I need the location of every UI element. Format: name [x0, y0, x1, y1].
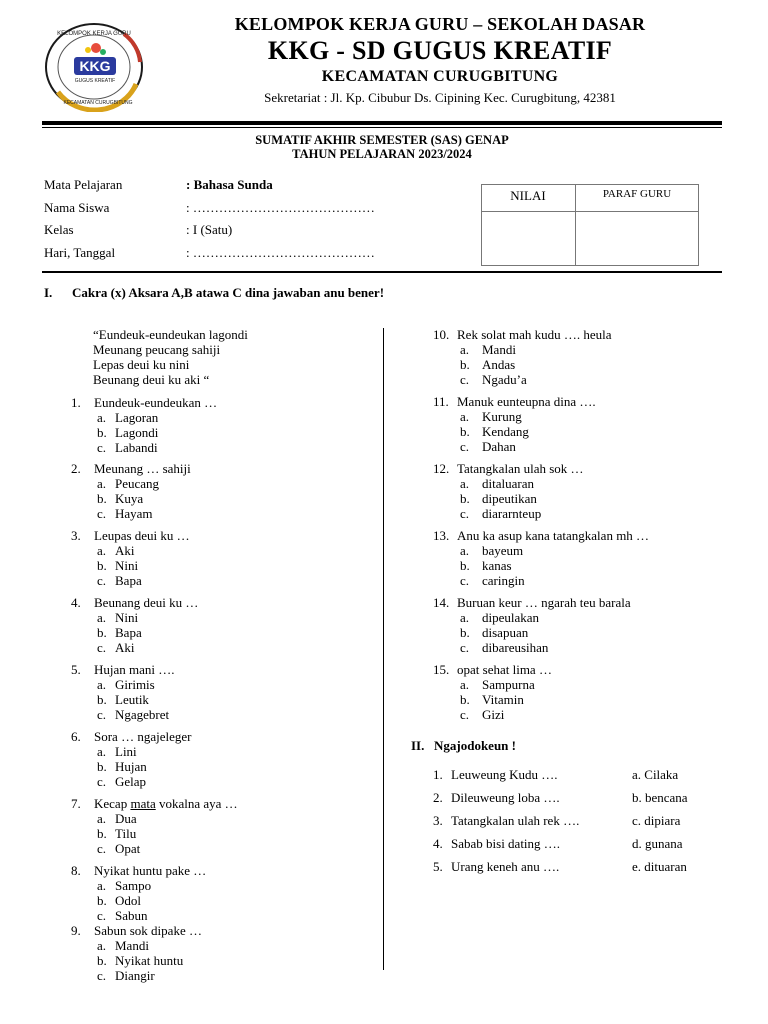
- option-letter[interactable]: c.: [97, 440, 107, 455]
- question-text: opat sehat lima …: [457, 662, 552, 677]
- logo-sub-text: GUGUS KREATIF: [74, 78, 116, 84]
- option-letter[interactable]: c.: [97, 841, 107, 856]
- question-number: 11.: [433, 394, 449, 409]
- option-letter[interactable]: c.: [460, 439, 470, 454]
- option-text[interactable]: Nini: [115, 610, 139, 625]
- question-number: 2.: [71, 461, 81, 476]
- question-number: 10.: [433, 327, 450, 342]
- option-text[interactable]: Kendang: [482, 424, 529, 439]
- option-text[interactable]: Aki: [115, 543, 135, 558]
- option-text[interactable]: disapuan: [482, 625, 529, 640]
- info-value-class: : I (Satu): [186, 222, 233, 237]
- match-left-item[interactable]: Urang keneh anu ….: [451, 859, 560, 874]
- logo-top-text: KELOMPOK KERJA GURU: [57, 31, 131, 37]
- option-letter[interactable]: c.: [97, 640, 107, 655]
- option-text[interactable]: Girimis: [115, 677, 155, 692]
- option-letter[interactable]: b.: [97, 625, 107, 640]
- info-rule: [42, 271, 722, 273]
- option-text[interactable]: Dahan: [482, 439, 516, 454]
- column-divider: [383, 328, 384, 970]
- option-letter[interactable]: b.: [460, 558, 470, 573]
- poem-line: Beunang deui ku aki “: [93, 372, 210, 387]
- option-text[interactable]: bayeum: [482, 543, 524, 558]
- option-text[interactable]: dipeutikan: [482, 491, 537, 506]
- option-text[interactable]: Ngadu’a: [482, 372, 527, 387]
- match-number: 5.: [433, 859, 443, 874]
- option-letter[interactable]: b.: [460, 692, 470, 707]
- option-text[interactable]: Opat: [115, 841, 141, 856]
- option-text[interactable]: Nini: [115, 558, 139, 573]
- question-number: 3.: [71, 528, 81, 543]
- option-text[interactable]: Kuya: [115, 491, 144, 506]
- option-text[interactable]: Dua: [115, 811, 137, 826]
- match-left-item[interactable]: Sabab bisi dating ….: [451, 836, 561, 851]
- poem-line: Meunang peucang sahiji: [93, 342, 221, 357]
- header-rule-thick: [42, 121, 722, 125]
- score-box-header-rule: [481, 211, 698, 212]
- option-letter[interactable]: a.: [97, 938, 107, 953]
- option-letter[interactable]: a.: [460, 409, 470, 424]
- question-number: 4.: [71, 595, 81, 610]
- option-text[interactable]: diararnteup: [482, 506, 542, 521]
- question-number: 6.: [71, 729, 81, 744]
- poem-line: “Eundeuk-eundeukan lagondi: [93, 327, 248, 342]
- option-text[interactable]: dibareusihan: [482, 640, 549, 655]
- option-letter[interactable]: c.: [97, 774, 107, 789]
- option-letter[interactable]: c.: [97, 573, 107, 588]
- question-number: 8.: [71, 863, 81, 878]
- option-text[interactable]: Gizi: [482, 707, 505, 722]
- exam-title: SUMATIF AKHIR SEMESTER (SAS) GENAP: [255, 133, 509, 147]
- info-label-name: Nama Siswa: [44, 200, 110, 215]
- option-letter[interactable]: c.: [97, 707, 107, 722]
- option-text[interactable]: Odol: [115, 893, 141, 908]
- match-right-item[interactable]: e. dituaran: [632, 859, 687, 874]
- question-number: 14.: [433, 595, 450, 610]
- question-number: 12.: [433, 461, 450, 476]
- option-text[interactable]: Tilu: [115, 826, 137, 841]
- option-letter[interactable]: a.: [460, 543, 470, 558]
- option-text[interactable]: kanas: [482, 558, 512, 573]
- option-text[interactable]: Mandi: [115, 938, 149, 953]
- option-letter[interactable]: a.: [97, 410, 107, 425]
- option-letter[interactable]: c.: [460, 640, 470, 655]
- option-letter[interactable]: c.: [460, 573, 470, 588]
- match-right-item[interactable]: d. gunana: [632, 836, 683, 851]
- option-text[interactable]: Nyikat huntu: [115, 953, 184, 968]
- option-letter[interactable]: a.: [460, 610, 470, 625]
- question-text-part: Kecap: [94, 796, 131, 811]
- option-text[interactable]: Ngagebret: [115, 707, 170, 722]
- option-letter[interactable]: b.: [460, 625, 470, 640]
- question-text: Sabun sok dipake …: [94, 923, 202, 938]
- option-text[interactable]: Hayam: [115, 506, 153, 521]
- option-letter[interactable]: a.: [97, 476, 107, 491]
- option-text[interactable]: Bapa: [115, 625, 142, 640]
- option-text[interactable]: Aki: [115, 640, 135, 655]
- option-text[interactable]: Lagoran: [115, 410, 159, 425]
- teacher-sign-cell[interactable]: [577, 213, 697, 263]
- match-number: 3.: [433, 813, 443, 828]
- question-text: [94, 796, 238, 811]
- header-rule-thin: [42, 127, 722, 128]
- option-text[interactable]: Sabun: [115, 908, 148, 923]
- option-text[interactable]: Mandi: [482, 342, 516, 357]
- question-text: Leupas deui ku …: [94, 528, 190, 543]
- option-letter[interactable]: a.: [97, 811, 107, 826]
- option-letter[interactable]: b.: [97, 759, 107, 774]
- option-letter[interactable]: c.: [460, 372, 470, 387]
- info-label-subject: Mata Pelajaran: [44, 177, 123, 192]
- section2-title: Ngajodokeun !: [434, 738, 516, 753]
- score-cell[interactable]: [482, 213, 574, 263]
- option-letter[interactable]: b.: [460, 491, 470, 506]
- option-text[interactable]: Peucang: [115, 476, 160, 491]
- score-box-divider: [575, 184, 576, 265]
- info-label-class: Kelas: [44, 222, 74, 237]
- option-text[interactable]: Vitamin: [482, 692, 524, 707]
- option-letter[interactable]: a.: [460, 476, 470, 491]
- question-text: Nyikat huntu pake …: [94, 863, 207, 878]
- logo-kkg-text: KKG: [79, 58, 111, 74]
- option-text[interactable]: Lagondi: [115, 425, 159, 440]
- score-header: NILAI: [510, 188, 546, 203]
- option-letter[interactable]: a.: [97, 744, 107, 759]
- option-text[interactable]: Bapa: [115, 573, 142, 588]
- question-text: Tatangkalan ulah sok …: [457, 461, 584, 476]
- option-text[interactable]: Gelap: [115, 774, 147, 789]
- header-line1: KELOMPOK KERJA GURU – SEKOLAH DASAR: [234, 14, 646, 34]
- option-letter[interactable]: c.: [97, 506, 107, 521]
- teacher-sign-header: PARAF GURU: [602, 188, 672, 200]
- header-line2: KKG - SD GUGUS KREATIF: [267, 36, 613, 65]
- section1-number: I.: [44, 285, 53, 300]
- poem-line: Lepas deui ku nini: [93, 357, 190, 372]
- section1-title: Cakra (x) Aksara A,B atawa C dina jawaban anu bener!: [72, 285, 385, 300]
- question-text: Rek solat mah kudu …. heula: [457, 327, 612, 342]
- option-letter[interactable]: b.: [97, 558, 107, 573]
- question-text: Beunang deui ku …: [94, 595, 199, 610]
- match-left-item[interactable]: Dileuweung loba ….: [451, 790, 560, 805]
- option-text[interactable]: Kurung: [482, 409, 522, 424]
- option-text[interactable]: ditaluaran: [482, 476, 534, 491]
- question-text: Eundeuk-eundeukan …: [94, 395, 218, 410]
- option-letter[interactable]: a.: [460, 677, 470, 692]
- option-letter[interactable]: b.: [97, 425, 107, 440]
- match-number: 2.: [433, 790, 443, 805]
- question-number: 5.: [71, 662, 81, 677]
- option-text[interactable]: Sampo: [115, 878, 152, 893]
- underlined-word: mata: [130, 796, 156, 811]
- option-text[interactable]: dipeulakan: [482, 610, 540, 625]
- option-text[interactable]: caringin: [482, 573, 525, 588]
- option-letter[interactable]: c.: [97, 908, 107, 923]
- exam-year: TAHUN PELAJARAN 2023/2024: [292, 147, 472, 161]
- question-number: 7.: [71, 796, 81, 811]
- header-line3: KECAMATAN CURUGBITUNG: [321, 68, 559, 85]
- match-right-item[interactable]: c. dipiara: [632, 813, 681, 828]
- option-text[interactable]: Diangir: [115, 968, 155, 983]
- option-text[interactable]: Leutik: [115, 692, 149, 707]
- option-text[interactable]: Sampurna: [482, 677, 535, 692]
- match-number: 1.: [433, 767, 443, 782]
- question-text-part: vokalna aya …: [155, 796, 238, 811]
- info-value-subject: : Bahasa Sunda: [186, 177, 273, 192]
- option-letter[interactable]: c.: [97, 968, 107, 983]
- option-text[interactable]: Andas: [482, 357, 516, 372]
- question-number: 13.: [433, 528, 450, 543]
- option-letter[interactable]: b.: [97, 692, 107, 707]
- option-text[interactable]: Lini: [115, 744, 137, 759]
- option-letter[interactable]: b.: [97, 491, 107, 506]
- option-letter[interactable]: a.: [97, 677, 107, 692]
- header-address: Sekretariat : Jl. Kp. Cibubur Ds. Cipining Kec. Curugbitung, 42381: [264, 90, 616, 105]
- option-letter[interactable]: a.: [460, 342, 470, 357]
- info-label-date: Hari, Tanggal: [44, 245, 116, 260]
- question-number: 15.: [433, 662, 450, 677]
- section2-number: II.: [411, 738, 425, 753]
- option-letter[interactable]: b.: [97, 893, 107, 908]
- question-text: Buruan keur … ngarah teu barala: [457, 595, 631, 610]
- option-letter[interactable]: a.: [97, 878, 107, 893]
- question-text: Anu ka asup kana tatangkalan mh …: [457, 528, 650, 543]
- question-text: Sora … ngajeleger: [94, 729, 192, 744]
- info-value-date[interactable]: : ……………………………………: [186, 245, 375, 260]
- kkg-logo: [44, 22, 146, 112]
- option-letter[interactable]: b.: [460, 424, 470, 439]
- option-letter[interactable]: a.: [97, 543, 107, 558]
- option-letter[interactable]: c.: [460, 707, 470, 722]
- question-text: Manuk eunteupna dina ….: [457, 394, 596, 409]
- match-right-item[interactable]: b. bencana: [632, 790, 688, 805]
- match-number: 4.: [433, 836, 443, 851]
- option-text[interactable]: Hujan: [115, 759, 147, 774]
- option-letter[interactable]: b.: [97, 953, 107, 968]
- question-text: Hujan mani ….: [94, 662, 175, 677]
- option-letter[interactable]: b.: [460, 357, 470, 372]
- question-text: Meunang … sahiji: [94, 461, 191, 476]
- question-number: 1.: [71, 395, 81, 410]
- option-letter[interactable]: a.: [97, 610, 107, 625]
- info-value-name[interactable]: : ……………………………………: [186, 200, 375, 215]
- question-number: 9.: [71, 923, 81, 938]
- match-left-item[interactable]: Leuweung Kudu ….: [451, 767, 558, 782]
- logo-bottom-text: KECAMATAN CURUGBITUNG: [63, 100, 133, 106]
- match-left-item[interactable]: Tatangkalan ulah rek ….: [451, 813, 580, 828]
- match-right-item[interactable]: a. Cilaka: [632, 767, 679, 782]
- option-letter[interactable]: b.: [97, 826, 107, 841]
- option-letter[interactable]: c.: [460, 506, 470, 521]
- option-text[interactable]: Labandi: [115, 440, 158, 455]
